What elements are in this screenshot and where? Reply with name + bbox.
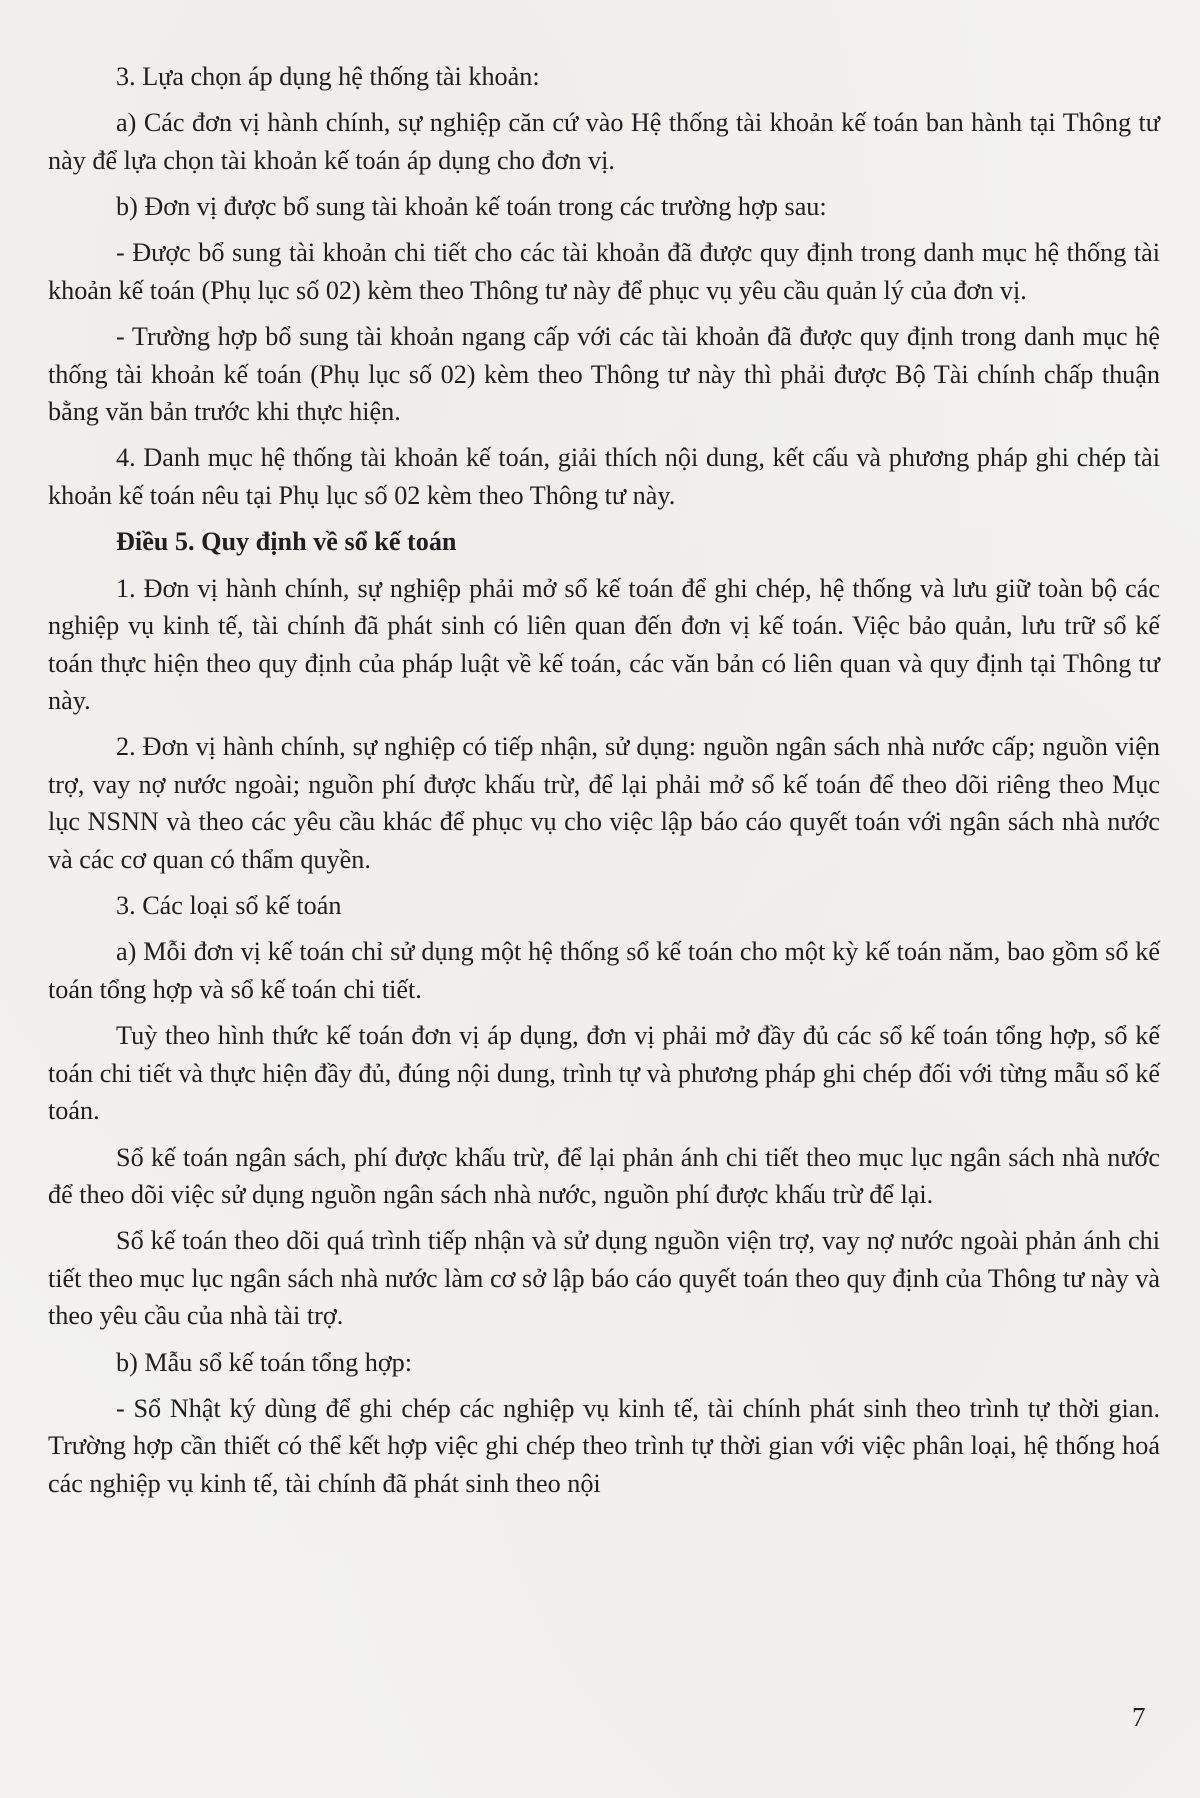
paragraph-5-3a: a) Mỗi đơn vị kế toán chỉ sử dụng một hệ thống sổ kế toán cho một kỳ kế toán năm, bao gồm sổ kế toán tổng hợp và sổ kế toán chi tiết. xyxy=(48,937,1160,1004)
paragraph-5-1: 1. Đơn vị hành chính, sự nghiệp phải mở sổ kế toán để ghi chép, hệ thống và lưu giữ toàn bộ các nghiệp vụ kinh tế, tài chính đã phát sinh có liên quan đến đơn vị kế toán. Việc bảo quản, lưu trữ sổ kế toán thực hiện theo quy định của pháp luật về kế toán, các văn bản có liên quan và quy định tại Thông tư này. xyxy=(48,573,1160,716)
paragraph-5-3: 3. Các loại sổ kế toán xyxy=(116,891,342,921)
paragraph-budget-books: Sổ kế toán ngân sách, phí được khấu trừ, để lại phản ánh chi tiết theo mục lục ngân sách nhà nước để theo dõi việc sử dụng nguồn ngân sách nhà nước, nguồn phí được khấu trừ để lại. xyxy=(48,1142,1160,1210)
page-number: 7 xyxy=(1132,1702,1146,1732)
paragraph-aid-books: Sổ kế toán theo dõi quá trình tiếp nhận và sử dụng nguồn viện trợ, vay nợ nước ngoài phản ánh chi tiết theo mục lục ngân sách nhà nước làm cơ sở lập báo cáo quyết toán theo quy định của Thông tư này và theo yêu cầu của nhà tài trợ. xyxy=(48,1226,1160,1331)
paragraph-3b: b) Đơn vị được bổ sung tài khoản kế toán trong các trường hợp sau: xyxy=(116,192,827,222)
paragraph-5-2: 2. Đơn vị hành chính, sự nghiệp có tiếp nhận, sử dụng: nguồn ngân sách nhà nước cấp; nguồn viện trợ, vay nợ nước ngoài; nguồn phí được khấu trừ, để lại phải mở sổ kế toán để theo dõi riêng theo Mục lục NSNN và theo các yêu cầu khác để phục vụ cho việc lập báo cáo quyết toán với ngân sách nhà nước và các cơ quan có thẩm quyền. xyxy=(48,732,1160,874)
paragraph-journal: - Sổ Nhật ký dùng để ghi chép các nghiệp vụ kinh tế, tài chính phát sinh theo trình tự thời gian. Trường hợp cần thiết có thể kết hợp việc ghi chép theo trình tự thời gian với việc phân loại, hệ thống hoá các nghiệp vụ kinh tế, tài chính đã phát sinh theo nội xyxy=(48,1393,1160,1498)
paragraph-3b-same-level-accounts: - Trường hợp bổ sung tài khoản ngang cấp với các tài khoản đã được quy định trong danh mục hệ thống tài khoản kế toán (Phụ lục số 02) kèm theo Thông tư này thì phải được Bộ Tài chính chấp thuận bằng văn bản trước khi thực hiện. xyxy=(48,322,1160,427)
paragraph-4: 4. Danh mục hệ thống tài khoản kế toán, giải thích nội dung, kết cấu và phương pháp ghi chép tài khoản kế toán nêu tại Phụ lục số 02 kèm theo Thông tư này. xyxy=(48,443,1160,510)
paragraph-5-3b: b) Mẫu sổ kế toán tổng hợp: xyxy=(116,1347,413,1377)
paragraph-3b-detail-accounts: - Được bổ sung tài khoản chi tiết cho các tài khoản đã được quy định trong danh mục hệ thống tài khoản kế toán (Phụ lục số 02) kèm theo Thông tư này để phục vụ yêu cầu quản lý của đơn vị. xyxy=(48,238,1160,305)
paragraph-3a: a) Các đơn vị hành chính, sự nghiệp căn cứ vào Hệ thống tài khoản kế toán ban hành tại Thông tư này để lựa chọn tài khoản kế toán áp dụng cho đơn vị. xyxy=(48,108,1160,175)
paragraph-form-of-accounting: Tuỳ theo hình thức kế toán đơn vị áp dụng, đơn vị phải mở đầy đủ các sổ kế toán tổng hợp, sổ kế toán chi tiết và thực hiện đầy đủ, đúng nội dung, trình tự và phương pháp ghi chép đối với từng mẫu sổ kế toán. xyxy=(48,1021,1160,1126)
body-text xyxy=(48,58,1160,1511)
paragraph-3-account-selection: 3. Lựa chọn áp dụng hệ thống tài khoản: xyxy=(116,62,540,91)
article-5-heading: Điều 5. Quy định về sổ kế toán xyxy=(116,527,457,557)
